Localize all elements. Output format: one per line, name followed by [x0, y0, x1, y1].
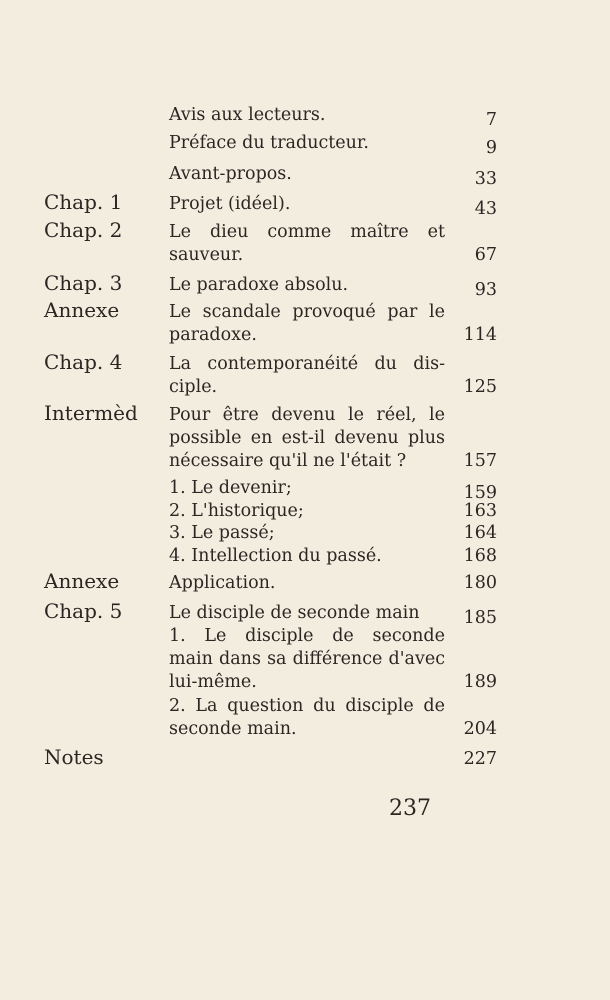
entry-title-line: La contemporanéité du dis- — [169, 354, 445, 374]
page-ref: 204 — [463, 719, 497, 739]
entry-title — [169, 274, 445, 297]
entry-title-line: lui-même. — [169, 672, 257, 692]
page-ref: 9 — [485, 138, 497, 158]
page-ref: 189 — [463, 672, 497, 692]
entry-title — [169, 404, 445, 473]
entry-title — [169, 695, 445, 741]
entry-title — [169, 104, 445, 127]
entry-title — [169, 602, 445, 625]
entry-title — [169, 193, 445, 216]
chapter-label: Chap. 2 — [44, 218, 123, 242]
page-ref: 125 — [463, 377, 497, 397]
entry-title-line: Le disciple de seconde main — [169, 603, 420, 623]
entry-title-line: Application. — [169, 573, 276, 593]
chapter-label: Annexe — [44, 569, 120, 593]
entry-title-line: possible en est-il devenu plus — [169, 428, 445, 448]
chapter-label: Annexe — [44, 298, 120, 322]
page-ref: 67 — [474, 245, 497, 265]
page-ref: 163 — [463, 501, 497, 521]
entry-title-line: Projet (idéel). — [169, 194, 291, 214]
page-ref: 159 — [463, 483, 497, 503]
entry-title — [169, 522, 445, 545]
entry-title-line: 2. L'historique; — [169, 501, 304, 521]
page-ref: 164 — [463, 523, 497, 543]
entry-title-line: main dans sa différence d'avec — [169, 649, 445, 669]
entry-title — [169, 132, 445, 155]
page-ref: 7 — [485, 110, 497, 130]
entry-title-line: 2. La question du disciple de — [169, 696, 445, 716]
page-ref: 33 — [474, 169, 497, 189]
chapter-label: Chap. 4 — [44, 350, 123, 374]
page-number: 237 — [389, 796, 431, 821]
entry-title-line: paradoxe. — [169, 325, 257, 345]
chapter-label: Intermèd — [44, 401, 138, 425]
entry-title — [169, 545, 445, 568]
entry-title-line: 1. Le disciple de seconde — [169, 626, 445, 646]
entry-title-line: Le scandale provoqué par le — [169, 302, 445, 322]
page-ref: 185 — [463, 608, 497, 628]
entry-title-line: Préface du traducteur. — [169, 133, 369, 153]
chapter-label: Chap. 5 — [44, 599, 123, 623]
entry-title — [169, 353, 445, 399]
entry-title — [169, 500, 445, 523]
page-ref: 43 — [474, 199, 497, 219]
entry-title-line: Pour être devenu le réel, le — [169, 405, 445, 425]
entry-title — [169, 221, 445, 267]
entry-title-line: 3. Le passé; — [169, 523, 275, 543]
page-ref: 168 — [463, 546, 497, 566]
entry-title-line: Avant-propos. — [169, 164, 292, 184]
entry-title-line: nécessaire qu'il ne l'était ? — [169, 451, 407, 471]
entry-title-line: 1. Le devenir; — [169, 478, 292, 498]
entry-title — [169, 625, 445, 694]
page-ref: 93 — [474, 280, 497, 300]
chapter-label: Chap. 3 — [44, 271, 123, 295]
chapter-label: Notes — [44, 745, 104, 769]
page-ref: 157 — [463, 451, 497, 471]
entry-title-line: sauveur. — [169, 245, 244, 265]
entry-title-line: Le dieu comme maître et — [169, 222, 445, 242]
page-ref: 180 — [463, 573, 497, 593]
entry-title — [169, 163, 445, 186]
entry-title-line: ciple. — [169, 377, 218, 397]
entry-title-line: Avis aux lecteurs. — [169, 105, 326, 125]
entry-title — [169, 301, 445, 347]
entry-title-line: 4. Intellection du passé. — [169, 546, 382, 566]
entry-title-line: Le paradoxe absolu. — [169, 275, 349, 295]
entry-title-line: seconde main. — [169, 719, 297, 739]
page-ref: 227 — [463, 749, 497, 769]
chapter-label: Chap. 1 — [44, 190, 123, 214]
entry-title — [169, 477, 445, 500]
entry-title — [169, 572, 445, 595]
page-ref: 114 — [463, 325, 497, 345]
